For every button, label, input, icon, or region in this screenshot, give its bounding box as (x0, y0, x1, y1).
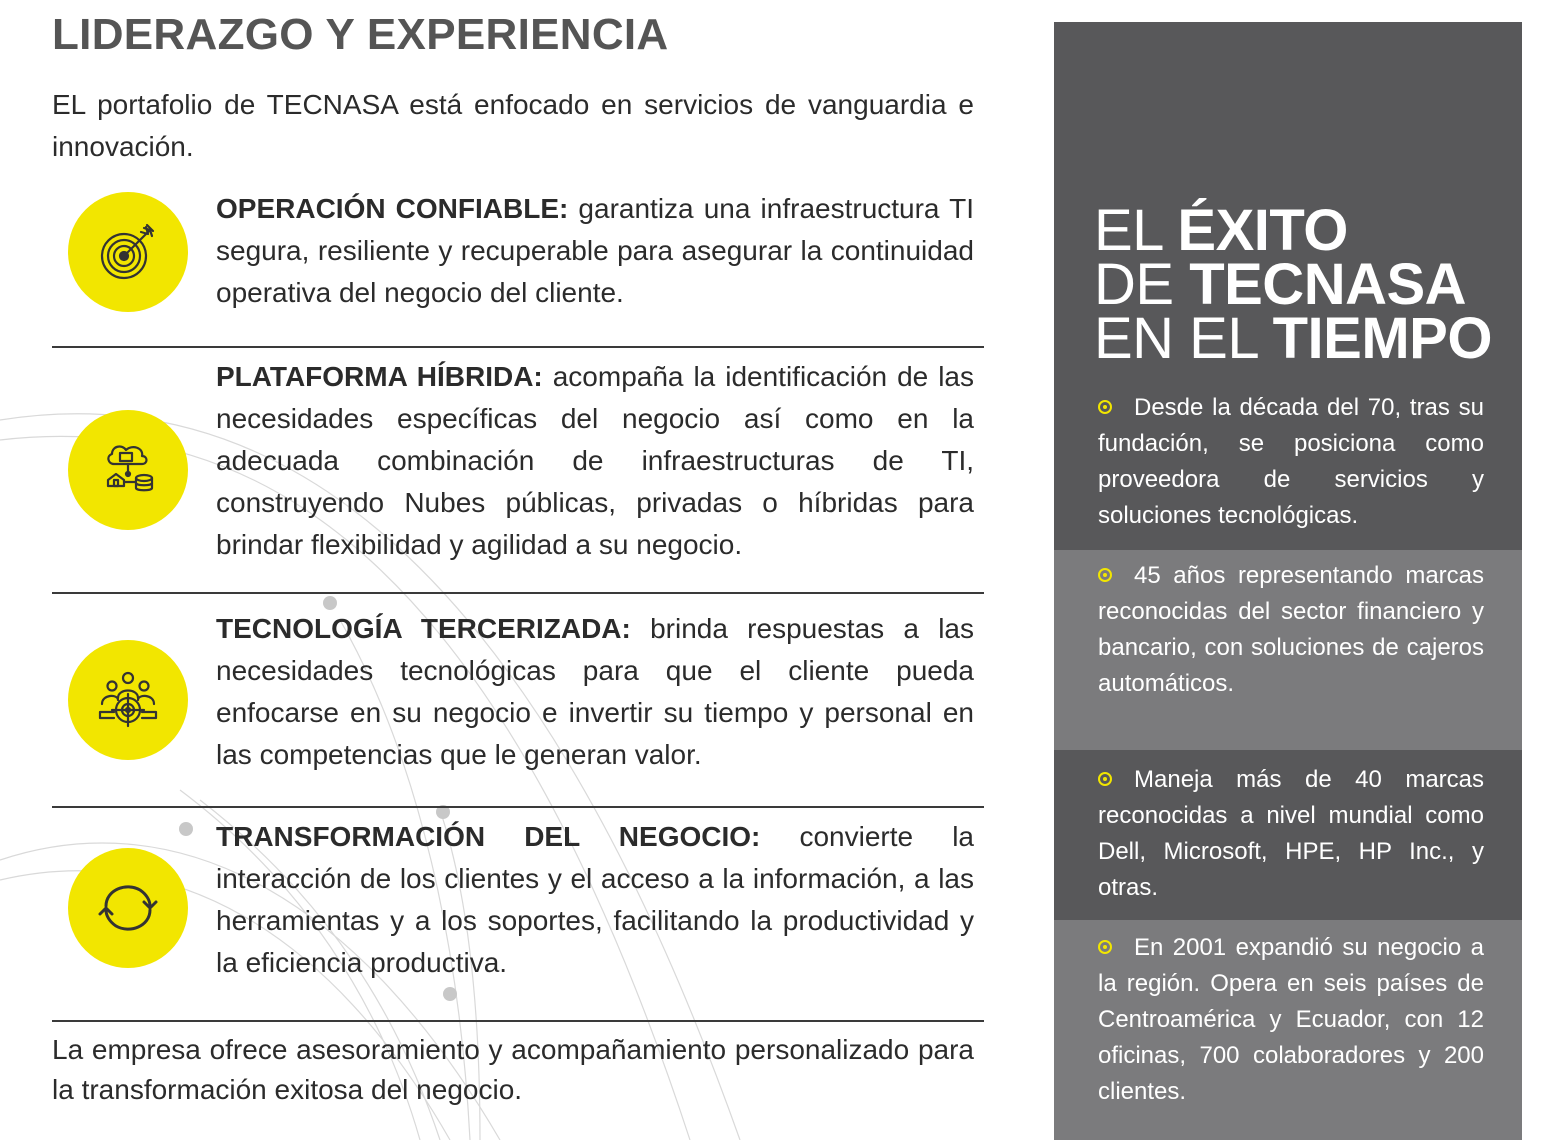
sidebar-title-line: EL ÉXITO (1094, 198, 1348, 263)
feature-text (216, 188, 974, 314)
sidebar-item: En 2001 expandió su negocio a la región. Opera en seis países de Centroamérica y Ecuador, con 12 oficinas, 700 colaboradores y 200 clientes. (1054, 920, 1522, 1140)
bullet-icon (1098, 400, 1112, 414)
feature-label: TECNOLOGÍA TERCERIZADA: (216, 613, 631, 644)
hybrid-cloud-icon (68, 410, 188, 530)
feature-description: garantiza una infraestructura TI segura, resiliente y recuperable para asegurar la continuidad operativa del negocio del cliente. (216, 193, 974, 308)
sidebar-header: EL ÉXITO DE TECNASA EN EL TIEMPO Desde la década del 70, tras su fundación, se posiciona como proveedora de servicios y soluciones tecnológicas. (1054, 22, 1522, 550)
sync-arrows-icon (68, 848, 188, 968)
bullet-icon (1098, 568, 1112, 582)
page-title: LIDERAZGO Y EXPERIENCIA (52, 10, 669, 59)
section-divider (52, 346, 984, 348)
feature-description: convierte la interacción de los clientes y el acceso a la información, a las herramientas y a los soportes, facilitando la productividad y la eficiencia productiva. (216, 821, 975, 978)
sidebar-title-line: DE TECNASA (1094, 252, 1467, 317)
target-icon (68, 192, 188, 312)
feature-description: brinda respuestas a las necesidades tecnológicas para que el cliente pueda enfocarse en su negocio e invertir su tiempo y personal en las competencias que le generan valor. (216, 613, 975, 770)
feature-description: acompaña la identificación de las necesidades específicas del negocio así como en la adecuada combinación de infraestructuras de TI, construyendo Nubes públicas, privadas o híbridas para brindar flexibilidad y agilidad a su negocio. (216, 361, 974, 560)
feature-label: TRANSFORMACIÓN DEL NEGOCIO: (216, 821, 761, 852)
section-divider (52, 806, 984, 808)
sidebar-item: Maneja más de 40 marcas reconocidas a nivel mundial como Dell, Microsoft, HPE, HP Inc., y otras. (1054, 750, 1522, 920)
closing-paragraph: La empresa ofrece asesoramiento y acompañamiento personalizado para la transformación exitosa del negocio. (52, 1034, 974, 1105)
intro-paragraph: EL portafolio de TECNASA está enfocado en servicios de vanguardia e innovación. (52, 89, 974, 162)
bullet-icon (1098, 940, 1112, 954)
feature-label: PLATAFORMA HÍBRIDA: (216, 361, 543, 392)
sidebar-title-line: EN EL TIEMPO (1094, 306, 1492, 371)
section-divider (52, 1020, 984, 1022)
section-divider (52, 592, 984, 594)
feature-text (216, 608, 974, 776)
feature-text (216, 816, 974, 984)
sidebar-item: 45 años representando marcas reconocidas del sector financiero y bancario, con soluciones de cajeros automáticos. (1054, 550, 1522, 750)
team-target-icon (68, 640, 188, 760)
bullet-icon (1098, 772, 1112, 786)
feature-text (216, 356, 974, 566)
sidebar-panel (1054, 22, 1522, 1140)
feature-label: OPERACIÓN CONFIABLE: (216, 193, 569, 224)
